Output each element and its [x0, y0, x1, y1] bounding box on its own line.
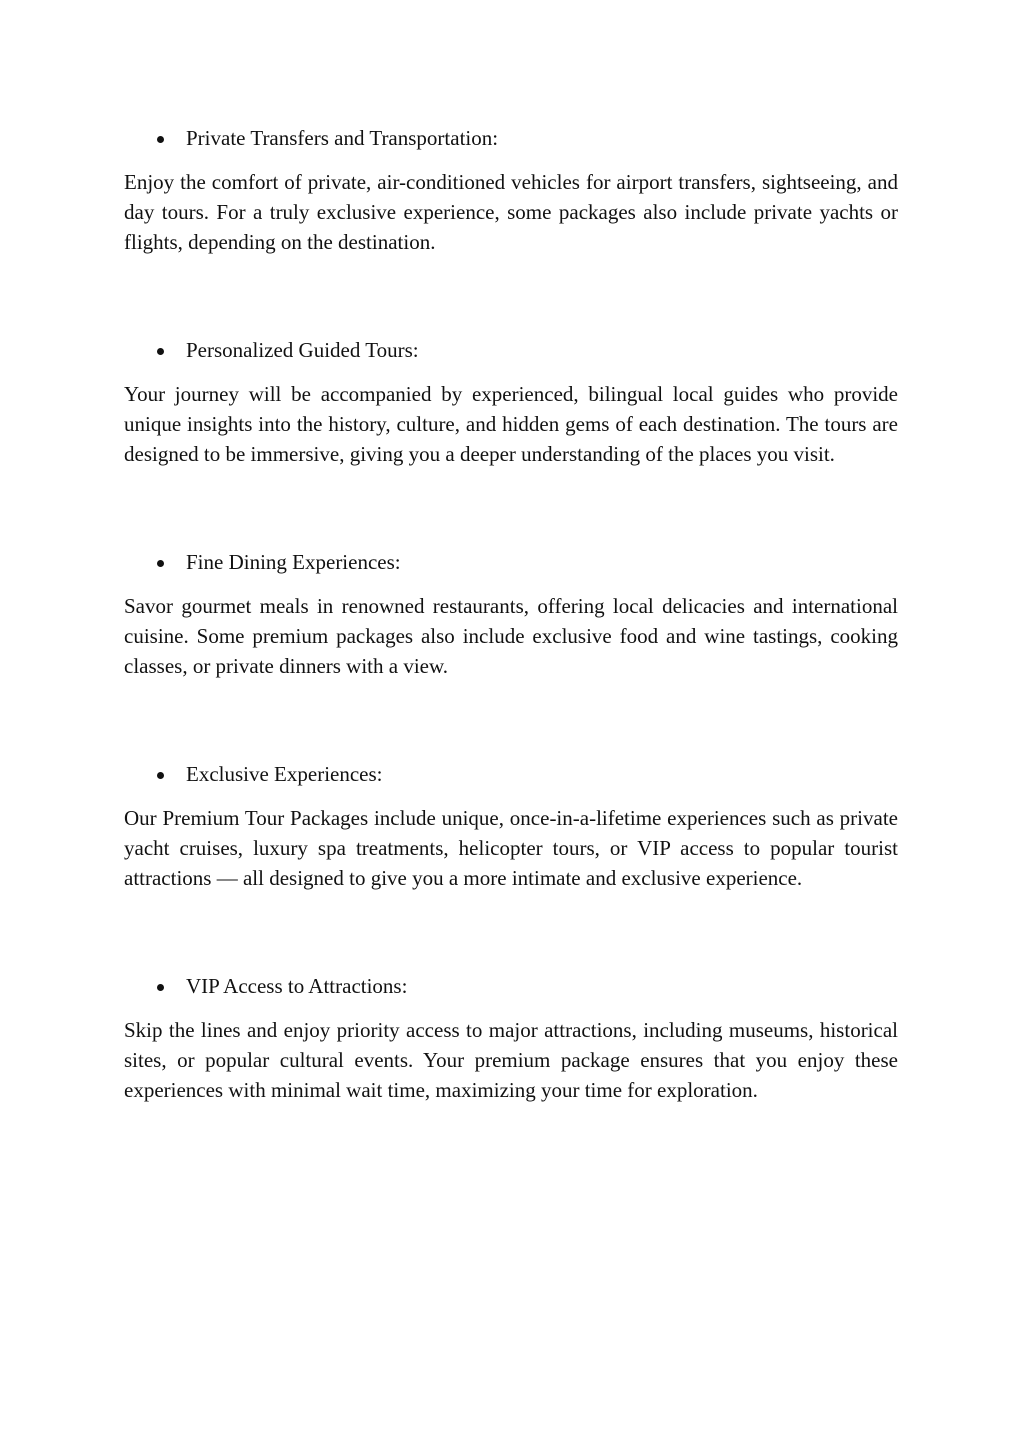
section-guided-tours	[124, 335, 898, 469]
bullet-item	[124, 335, 898, 365]
section-fine-dining	[124, 547, 898, 681]
bullet-icon	[157, 772, 164, 779]
section-exclusive-experiences	[124, 759, 898, 893]
bullet-item	[124, 547, 898, 577]
section-heading: Exclusive Experiences:	[186, 762, 383, 786]
bullet-item	[124, 759, 898, 789]
bullet-item	[124, 123, 898, 153]
section-heading: Private Transfers and Transportation:	[186, 126, 499, 150]
bullet-icon	[157, 984, 164, 991]
section-paragraph: Savor gourmet meals in renowned restaurants, offering local delicacies and international cuisine. Some premium packages also include exclusive food and wine tastings, cooking classes, or private dinners with a view.	[124, 594, 898, 678]
section-paragraph: Skip the lines and enjoy priority access to major attractions, including museums, historical sites, or popular cultural events. Your premium package ensures that you enjoy these experiences with minimal wait time, maximizing your time for exploration.	[124, 1018, 898, 1102]
section-heading: VIP Access to Attractions:	[186, 974, 408, 998]
section-private-transfers	[124, 123, 898, 257]
section-heading: Personalized Guided Tours:	[186, 338, 419, 362]
bullet-icon	[157, 348, 164, 355]
section-paragraph: Enjoy the comfort of private, air-conditioned vehicles for airport transfers, sightseeing, and day tours. For a truly exclusive experience, some packages also include private yachts or flights, depending on the destination.	[124, 170, 898, 254]
section-paragraph: Your journey will be accompanied by experienced, bilingual local guides who provide unique insights into the history, culture, and hidden gems of each destination. The tours are designed to be immersive, giving you a deeper understanding of the places you visit.	[124, 382, 898, 466]
bullet-icon	[157, 560, 164, 567]
document-body	[124, 123, 898, 1183]
section-vip-access	[124, 971, 898, 1105]
bullet-icon	[157, 136, 164, 143]
section-heading: Fine Dining Experiences:	[186, 550, 401, 574]
section-paragraph: Our Premium Tour Packages include unique, once-in-a-lifetime experiences such as private yacht cruises, luxury spa treatments, helicopter tours, or VIP access to popular tourist attractions — all designed to give you a more intimate and exclusive experience.	[124, 806, 898, 890]
bullet-item	[124, 971, 898, 1001]
